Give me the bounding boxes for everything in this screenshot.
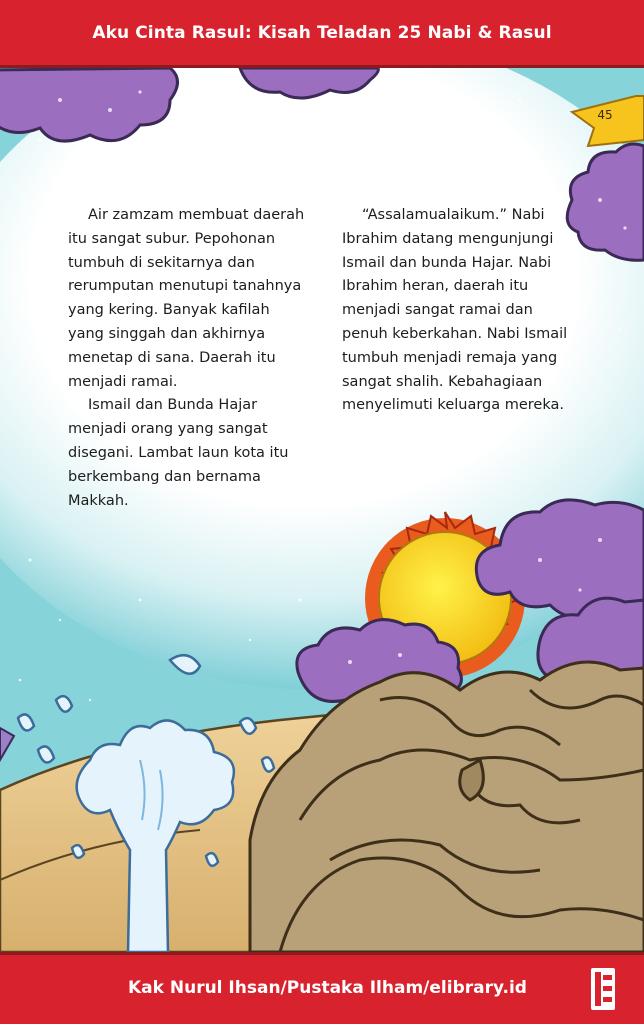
story-paragraph: Air zamzam membuat daerah itu sangat subur. Pepohonan tumbuh di sekitarnya dan rerumputan menutupi tanahnya yang kering. Banyak kafilah yang singgah dan akhirnya menetap di sana. Daerah itu menjadi ramai.	[68, 207, 305, 390]
credit-banner	[0, 952, 644, 1024]
story-paragraph: Ismail dan Bunda Hajar menjadi orang yang sangat disegani. Lambat laun kota itu berkembang dan bernama Makkah.	[68, 397, 289, 509]
story-paragraph: “Assalamualaikum.” Nabi Ibrahim datang mengunjungi Ismail dan bunda Hajar. Nabi Ibrahim heran, daerah itu menjadi sangat ramai dan penuh keberkahan. Nabi Ismail tumbuh menjadi remaja yang sangat shalih. Kebahagiaan menyelimuti keluarga mereka.	[342, 207, 568, 414]
page-number: 45	[597, 108, 613, 122]
elibrary-logo	[590, 967, 616, 1011]
credit-text: Kak Nurul Ihsan/Pustaka Ilham/elibrary.id	[128, 978, 527, 998]
book-title: Aku Cinta Rasul: Kisah Teladan 25 Nabi & Rasul	[92, 23, 552, 43]
story-column-right	[342, 204, 578, 418]
book-title-banner	[0, 0, 644, 68]
story-column-left	[68, 204, 308, 513]
